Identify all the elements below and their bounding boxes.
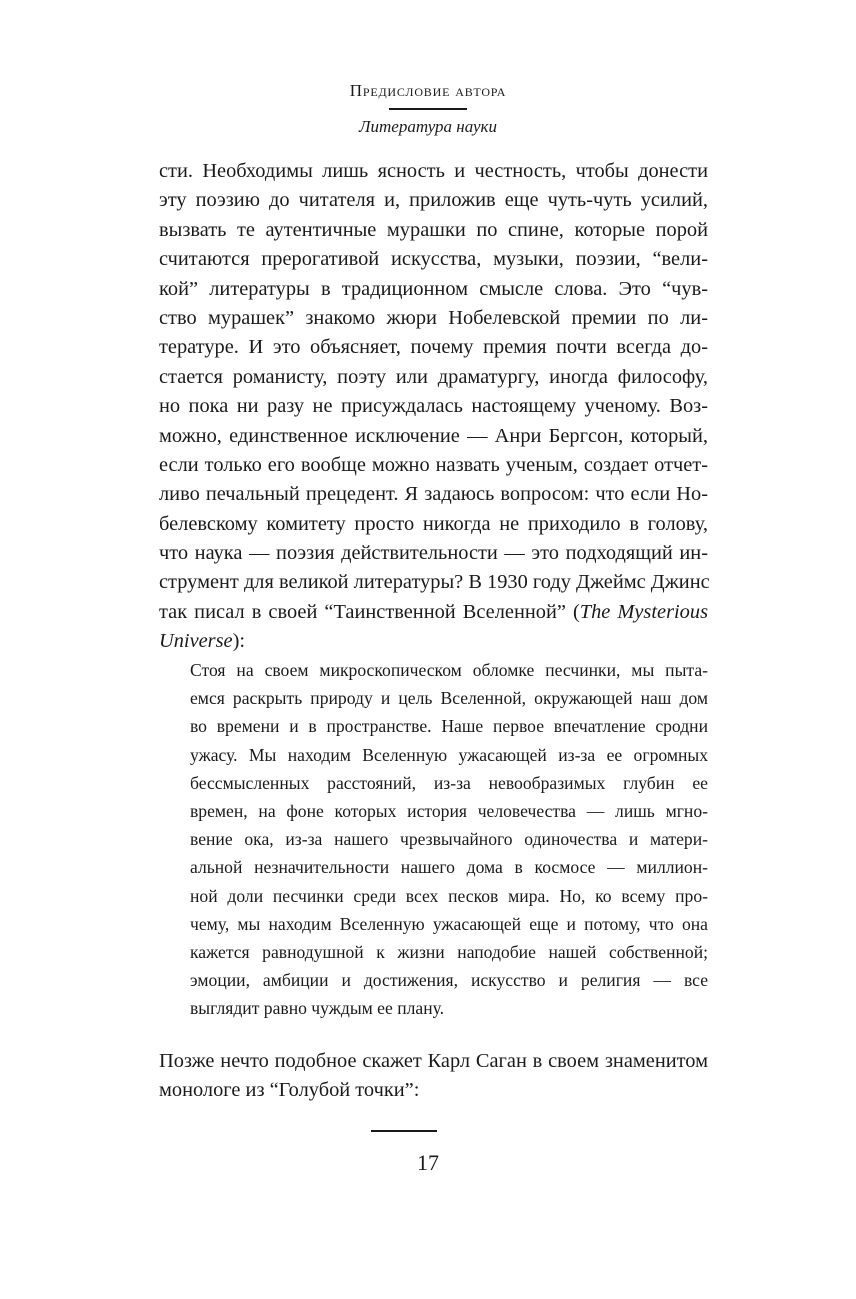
quote-line: выглядит равно чуждым ее плану. <box>190 998 445 1019</box>
text-fragment: так писал в своей “Таинственной Вселенной” ( <box>159 600 580 623</box>
text-line: вызвать те аутентичные мурашки по спине, которые порой <box>159 218 708 241</box>
quote-line: альной незначительности нашего дома в космосе — миллион- <box>190 857 708 878</box>
running-head-rule <box>389 108 467 110</box>
quote-line: кажется равнодушной к жизни наподобие нашей собственной; <box>190 941 708 962</box>
text-line: что наука — поэзия действительности — это подходящий ин- <box>159 542 708 565</box>
text-line: монологе из “Голубой точки”: <box>159 1079 420 1102</box>
closing-paragraph <box>159 1047 708 1106</box>
text-line-book-title <box>159 598 708 627</box>
text-line: струмент для великой литературы? В 1930 году Джеймс Джинс <box>159 571 710 594</box>
text-line: эту поэзию до читателя и, приложив еще чуть-чуть усилий, <box>159 189 708 212</box>
text-line: ство мурашек” знакомо жюри Нобелевской премии по ли- <box>159 306 708 329</box>
quote-line: ной доли песчинки среди всех песков мира. Но, ко всему про- <box>190 885 708 906</box>
text-line: если только его вообще можно назвать ученым, создает отчет- <box>159 453 708 476</box>
text-line <box>159 627 708 656</box>
quote-line: бессмысленных расстояний, из-за невообразимых глубин ее <box>190 772 708 793</box>
quote-line: времен, на фоне которых история человечества — лишь мгно- <box>190 800 708 821</box>
text-line: белевскому комитету просто никогда не приходило в голову, <box>159 512 708 535</box>
quote-line: емся раскрыть природу и цель Вселенной, окружающей наш дом <box>190 688 708 709</box>
quote-line: во времени и в пространстве. Наше первое впечатление сродни <box>190 716 708 737</box>
text-fragment: ): <box>232 630 246 653</box>
text-line: можно, единственное исключение — Анри Бергсон, который, <box>159 424 708 447</box>
quote-line: чему, мы находим Вселенную ужасающей еще и потому, что она <box>190 913 708 934</box>
text-line: Позже нечто подобное скажет Карл Саган в своем знаменитом <box>159 1050 708 1072</box>
quote-line: Стоя на своем микроскопическом обломке песчинки, мы пыта- <box>190 660 708 680</box>
text-line: кой” литературы в традиционном смысле слова. Это “чув- <box>159 277 708 300</box>
running-head-title: Предисловие автора <box>349 81 507 100</box>
folio-rule <box>371 1130 437 1132</box>
text-line: считаются прерогативой искусства, музыки, поэзии, “вели- <box>159 248 708 271</box>
text-line: но пока ни разу не присуждалась настоящему ученому. Воз- <box>159 395 708 418</box>
book-title-italic: The Mysterious <box>579 600 709 623</box>
quote-line: вение ока, из-за нашего чрезвычайного одиночества и матери- <box>190 829 708 850</box>
book-title-italic: Universe <box>159 630 233 653</box>
page-number: 17 <box>417 1150 439 1175</box>
running-head <box>0 80 856 137</box>
running-head-subtitle: Литература науки <box>359 117 497 136</box>
text-line: тературе. И это объясняет, почему премия почти всегда до- <box>159 336 708 359</box>
text-line: сти. Необходимы лишь ясность и честность, чтобы донести <box>159 160 708 182</box>
body-paragraph <box>159 157 708 657</box>
text-line: стается романисту, поэту или драматургу, иногда философу, <box>159 365 708 388</box>
text-line: ливо печальный прецедент. Я задаюсь вопросом: что если Но- <box>159 483 708 506</box>
block-quote <box>190 656 708 1022</box>
quote-line: эмоции, амбиции и достижения, искусство и религия — все <box>190 970 708 991</box>
quote-line: ужасу. Мы находим Вселенную ужасающей из-за ее огромных <box>190 744 708 765</box>
